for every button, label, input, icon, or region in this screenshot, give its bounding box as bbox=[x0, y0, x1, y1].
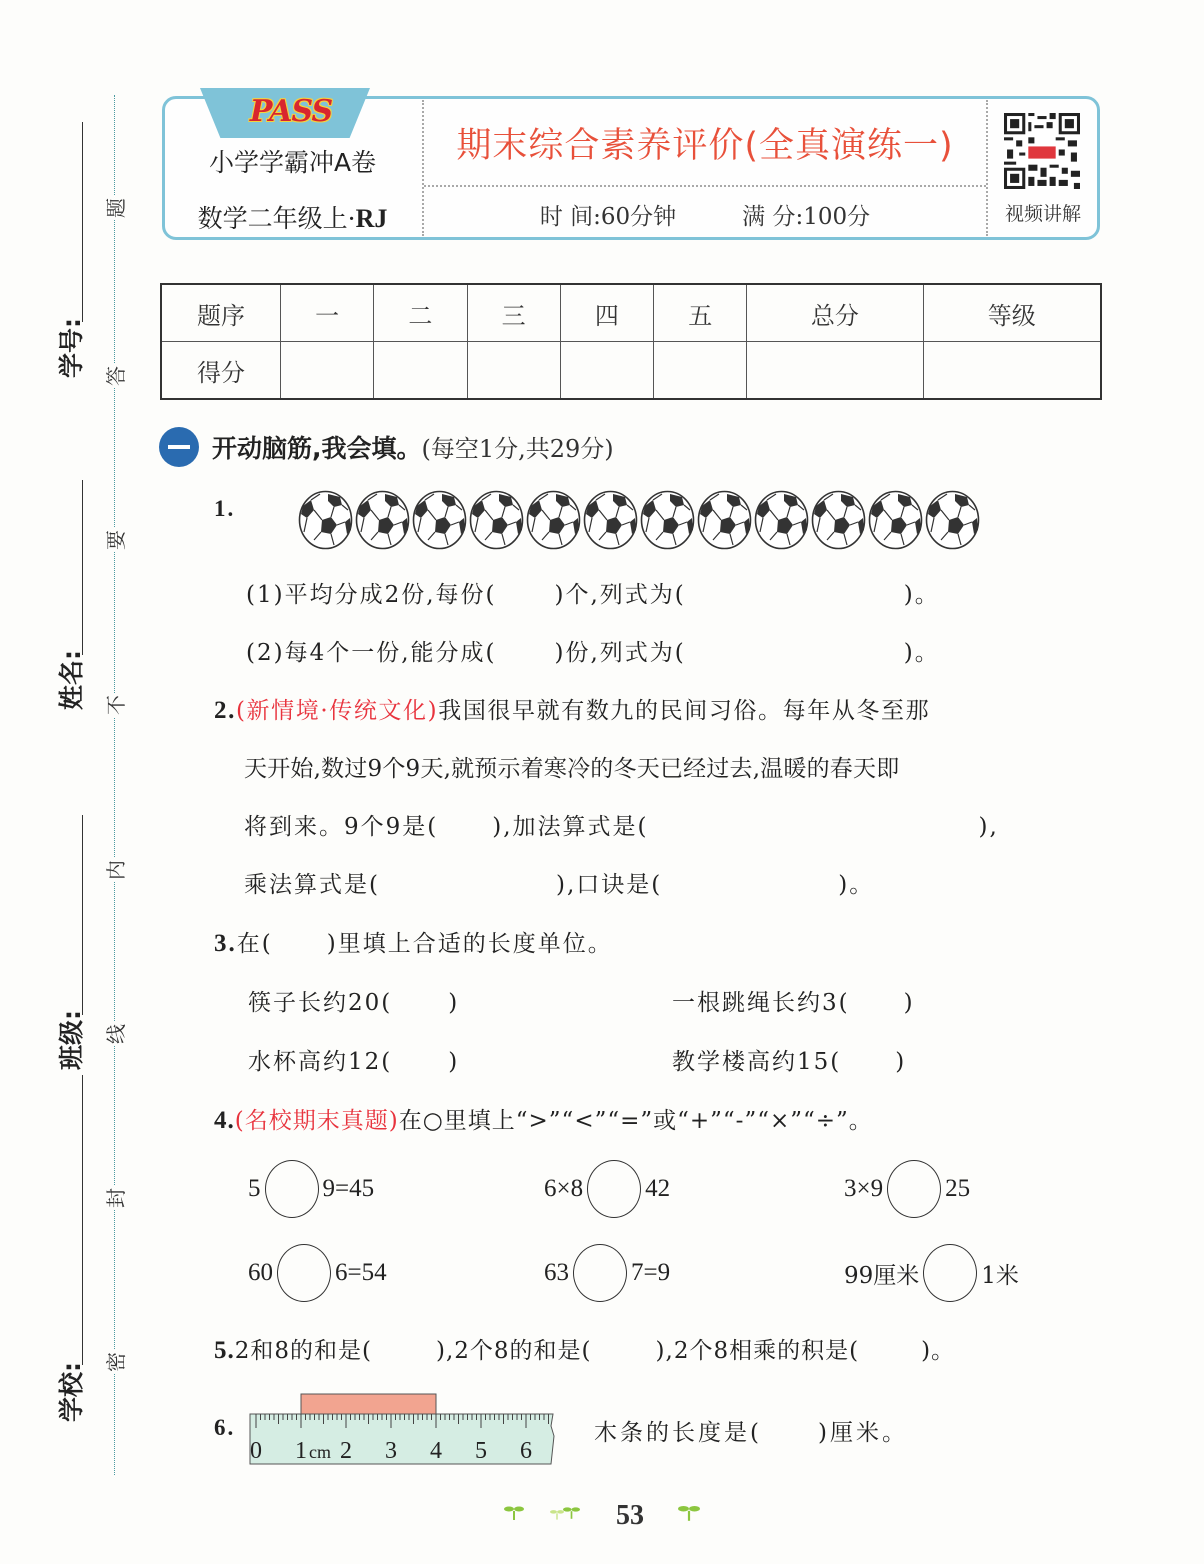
text: 教学楼高约15( bbox=[672, 1049, 842, 1075]
text: )。 bbox=[921, 1338, 956, 1364]
text: ),口诀是( bbox=[555, 872, 663, 898]
soccer-ball-icon bbox=[583, 490, 638, 550]
pass-logo: PASS bbox=[249, 94, 333, 129]
soccer-ball-icon bbox=[298, 490, 353, 550]
text: (2)每4个一份,能分成( bbox=[246, 640, 497, 666]
edition: RJ bbox=[355, 204, 388, 233]
q2-line4 bbox=[244, 866, 874, 899]
series-name: 小学学霸冲A卷 bbox=[208, 148, 377, 177]
text: ) bbox=[448, 1049, 460, 1075]
soccer-ball-icon bbox=[868, 490, 923, 550]
comparison-item bbox=[248, 1244, 387, 1302]
score-cell[interactable] bbox=[374, 342, 467, 400]
soccer-ball-icon bbox=[811, 490, 866, 550]
ruler-label: 5 bbox=[475, 1438, 487, 1464]
wood-bar bbox=[301, 1394, 436, 1414]
ruler-figure bbox=[248, 1392, 558, 1468]
text: 我国很早就有数九的民间习俗。每年从冬至那 bbox=[438, 698, 931, 724]
text: ),加法算式是( bbox=[492, 814, 649, 840]
ruler-label: 3 bbox=[385, 1438, 397, 1464]
text: 6=54 bbox=[335, 1259, 387, 1286]
exam-title: 期末综合素养评价(全真演练一) bbox=[456, 126, 954, 166]
text: )个,列式为( bbox=[554, 582, 686, 608]
text: 将到来。9个9是( bbox=[244, 814, 439, 840]
text: ) bbox=[448, 990, 460, 1016]
video-explanation-label[interactable]: 视频讲解 bbox=[1004, 203, 1081, 225]
binding-char: 封 bbox=[104, 1188, 128, 1208]
name-field[interactable] bbox=[82, 480, 83, 655]
qr-code-icon[interactable] bbox=[1004, 113, 1080, 189]
text: 42 bbox=[645, 1175, 671, 1202]
table-header-cell: 五 bbox=[654, 284, 747, 342]
binding-char: 内 bbox=[104, 860, 128, 880]
text: 在( bbox=[236, 931, 273, 957]
q6-text bbox=[594, 1414, 908, 1447]
ruler-label: 2 bbox=[340, 1438, 352, 1464]
question-number: 3. bbox=[214, 930, 237, 957]
binding-char: 答 bbox=[104, 366, 128, 386]
student-id-label: 学号: bbox=[57, 318, 86, 378]
time-limit: 时 间:60分钟 bbox=[539, 204, 677, 230]
score-table bbox=[160, 283, 1102, 400]
text: )。 bbox=[903, 582, 940, 608]
soccer-ball-icon bbox=[526, 490, 581, 550]
ruler-label: 0 bbox=[250, 1438, 262, 1464]
text: 25 bbox=[945, 1175, 971, 1202]
table-row bbox=[161, 342, 1101, 400]
comparison-item bbox=[544, 1244, 670, 1302]
name-label: 姓名: bbox=[57, 650, 86, 710]
soccer-ball-icon bbox=[925, 490, 980, 550]
binding-cut-line bbox=[114, 95, 115, 1475]
q2-line3 bbox=[244, 808, 999, 841]
text: 一根跳绳长约3( bbox=[672, 990, 850, 1016]
text: 7=9 bbox=[631, 1259, 671, 1286]
soccer-balls bbox=[298, 490, 980, 552]
text: 2和8的和是( bbox=[234, 1338, 372, 1364]
section-score-note: (每空1分,共29分) bbox=[421, 435, 614, 463]
page-number: 53 bbox=[616, 1500, 644, 1531]
q3-prompt bbox=[214, 925, 613, 958]
comparison-item bbox=[844, 1244, 1019, 1302]
text: )份,列式为( bbox=[554, 640, 686, 666]
question-number: 4. bbox=[214, 1107, 235, 1134]
q1-sub2 bbox=[246, 634, 940, 667]
table-header-cell: 三 bbox=[467, 284, 560, 342]
school-label: 学校: bbox=[57, 1362, 86, 1422]
sprout-icon bbox=[563, 1503, 580, 1521]
question-number: 1. bbox=[214, 496, 236, 521]
sprout-icon bbox=[678, 1502, 700, 1522]
comparison-item bbox=[544, 1160, 670, 1218]
table-header-cell: 一 bbox=[281, 284, 374, 342]
text: 水杯高约12( bbox=[248, 1049, 393, 1075]
text: 5 bbox=[248, 1175, 261, 1202]
text: 9=45 bbox=[322, 1175, 375, 1202]
q2-line1 bbox=[214, 692, 930, 725]
text: ),2个8相乘的积是( bbox=[655, 1338, 860, 1364]
operator-circle[interactable] bbox=[587, 1160, 641, 1218]
operator-circle[interactable] bbox=[923, 1244, 977, 1302]
text: 筷子长约20( bbox=[248, 990, 393, 1016]
sprout-icon bbox=[504, 1503, 524, 1521]
sprout-icon bbox=[550, 1507, 564, 1521]
q3-item bbox=[672, 984, 915, 1017]
divider bbox=[986, 100, 988, 236]
table-header-cell: 等级 bbox=[923, 284, 1101, 342]
q3-item bbox=[248, 1043, 459, 1076]
score-cell[interactable] bbox=[923, 342, 1101, 400]
q3-item bbox=[672, 1043, 906, 1076]
section-title-text: 开动脑筋,我会填。 bbox=[212, 434, 422, 463]
soccer-ball-icon bbox=[697, 490, 752, 550]
score-cell[interactable] bbox=[654, 342, 747, 400]
table-row-header: 题序 bbox=[161, 284, 281, 342]
ruler-unit: cm bbox=[309, 1442, 331, 1462]
q4-prompt bbox=[214, 1102, 873, 1135]
text: )厘米。 bbox=[817, 1420, 908, 1446]
soccer-ball-icon bbox=[355, 490, 410, 550]
score-cell[interactable] bbox=[747, 342, 923, 400]
soccer-ball-icon bbox=[412, 490, 467, 550]
text: 60 bbox=[248, 1259, 273, 1286]
text: 在○里填上“>”“<”“=”或“+”“-”“×”“÷”。 bbox=[398, 1108, 873, 1134]
subject-text: 数学二年级上· bbox=[197, 204, 356, 233]
question-number: 2. bbox=[214, 697, 236, 724]
text: ) bbox=[895, 1049, 907, 1075]
question-tag: (新情境·传统文化) bbox=[235, 698, 439, 724]
q3-item bbox=[248, 984, 459, 1017]
exam-meta bbox=[424, 198, 986, 230]
text: ),2个8的和是( bbox=[436, 1338, 592, 1364]
divider bbox=[424, 185, 986, 187]
table-row bbox=[161, 284, 1101, 342]
binding-char: 不 bbox=[104, 695, 128, 715]
ruler-label: 1 bbox=[295, 1438, 307, 1464]
question-tag: (名校期末真题) bbox=[234, 1108, 399, 1134]
score-cell[interactable] bbox=[560, 342, 653, 400]
ruler-label: 4 bbox=[430, 1438, 442, 1464]
q5 bbox=[214, 1332, 955, 1365]
text: 乘法算式是( bbox=[244, 872, 380, 898]
text: (1)平均分成2份,每份( bbox=[246, 582, 497, 608]
soccer-ball-icon bbox=[640, 490, 695, 550]
question-number: 5. bbox=[214, 1337, 235, 1364]
binding-char: 密 bbox=[104, 1352, 128, 1372]
section-title bbox=[212, 429, 614, 465]
full-score: 满 分:100分 bbox=[742, 204, 871, 230]
score-cell[interactable] bbox=[281, 342, 374, 400]
q2-line2: 天开始,数过9个9天,就预示着寒冷的冬天已经过去,温暖的春天即 bbox=[244, 756, 900, 782]
table-row-header: 得分 bbox=[161, 342, 281, 400]
ruler-svg bbox=[248, 1392, 558, 1468]
text: 6×8 bbox=[544, 1175, 584, 1202]
score-cell[interactable] bbox=[467, 342, 560, 400]
comparison-item bbox=[248, 1160, 374, 1218]
table-header-cell: 二 bbox=[374, 284, 467, 342]
soccer-ball-icon bbox=[469, 490, 524, 550]
section-number-badge bbox=[159, 427, 199, 467]
text: ) bbox=[903, 990, 915, 1016]
table-header-cell: 总分 bbox=[747, 284, 923, 342]
table-header-cell: 四 bbox=[560, 284, 653, 342]
subject-grade bbox=[170, 199, 415, 235]
operator-circle[interactable] bbox=[277, 1244, 331, 1302]
binding-char: 线 bbox=[104, 1024, 128, 1044]
text: ), bbox=[978, 814, 999, 840]
q1-sub1 bbox=[246, 576, 940, 609]
school-field[interactable] bbox=[82, 1075, 83, 1365]
soccer-ball-icon bbox=[754, 490, 809, 550]
text: 1米 bbox=[981, 1262, 1019, 1289]
text: )。 bbox=[838, 872, 875, 898]
question-number: 6. bbox=[214, 1415, 236, 1440]
binding-char: 题 bbox=[104, 198, 128, 218]
class-field[interactable] bbox=[82, 815, 83, 1015]
operator-circle[interactable] bbox=[887, 1160, 941, 1218]
text: 99厘米 bbox=[844, 1262, 920, 1289]
binding-char: 要 bbox=[104, 530, 128, 550]
text: 3×9 bbox=[844, 1175, 884, 1202]
operator-circle[interactable] bbox=[265, 1160, 319, 1218]
operator-circle[interactable] bbox=[573, 1244, 627, 1302]
text: 63 bbox=[544, 1259, 569, 1286]
text: )。 bbox=[903, 640, 940, 666]
ruler-label: 6 bbox=[520, 1438, 532, 1464]
text: 木条的长度是( bbox=[594, 1420, 762, 1446]
student-id-field[interactable] bbox=[82, 122, 83, 322]
comparison-item bbox=[844, 1160, 970, 1218]
text: )里填上合适的长度单位。 bbox=[326, 931, 613, 957]
class-label: 班级: bbox=[57, 1010, 86, 1070]
